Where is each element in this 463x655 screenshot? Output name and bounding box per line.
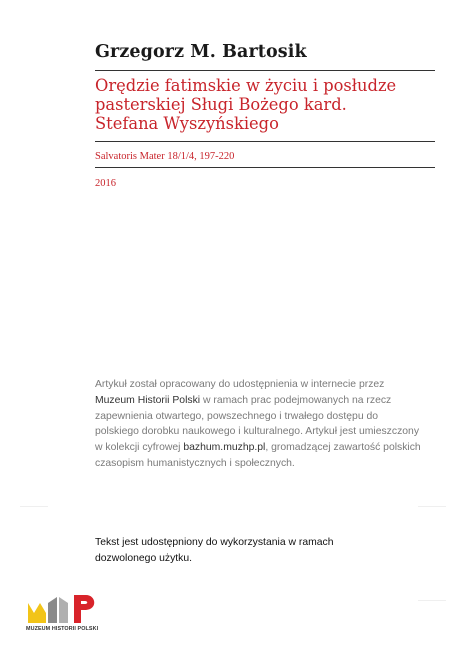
author-name: Grzegorz M. Bartosik [95, 42, 307, 62]
divider-title [95, 141, 435, 142]
faint-rule [418, 600, 446, 601]
faint-rule [418, 506, 446, 507]
info-line: Artykuł został opracowany do udostępnienia w internecie przez [95, 379, 385, 390]
divider-source [95, 167, 435, 168]
notice-line: Tekst jest udostępniony do wykorzystania w ramach [95, 537, 334, 548]
museum-logo-icon [26, 591, 106, 625]
bazhum-link[interactable]: bazhum.muzhp.pl [183, 442, 266, 454]
info-line: polskiego dorobku naukowego i kulturalnego. Artykuł jest umieszczony [95, 426, 420, 438]
title-line-1: Orędzie fatimskie w życiu i posłudze [95, 76, 397, 95]
info-line [95, 393, 425, 409]
logo-red-p [74, 595, 94, 623]
info-text: , gromadzącej zawartość polskich [265, 442, 421, 454]
title-line-3: Stefana Wyszyńskiego [95, 114, 279, 133]
article-title [95, 76, 440, 133]
notice-line: dozwolonego użytku. [95, 553, 193, 564]
info-line: czasopism humanistycznych i społecznych. [95, 457, 295, 469]
logo-yellow-crown [28, 603, 46, 623]
info-line: zapewnienia otwartego, powszechnego i trwałego dostępu do [95, 410, 379, 422]
faint-rule [20, 506, 48, 507]
museum-name: Muzeum Historii Polski [95, 394, 201, 406]
info-paragraph [95, 377, 425, 472]
info-line [95, 440, 425, 456]
info-text: w kolekcji cyfrowej [95, 442, 184, 454]
usage-notice [95, 535, 334, 567]
logo-gray-shape-2 [59, 597, 68, 623]
divider-top [95, 70, 435, 71]
title-line-2: pasterskiej Sługi Bożego kard. [95, 95, 347, 114]
logo-gray-shape-1 [48, 597, 57, 623]
logo-caption: MUZEUM HISTORII POLSKI [26, 626, 99, 632]
source-citation: Salvatoris Mater 18/1/4, 197-220 [95, 151, 235, 162]
publication-year: 2016 [95, 178, 116, 189]
info-text: w ramach prac podejmowanych na rzecz [200, 394, 392, 406]
